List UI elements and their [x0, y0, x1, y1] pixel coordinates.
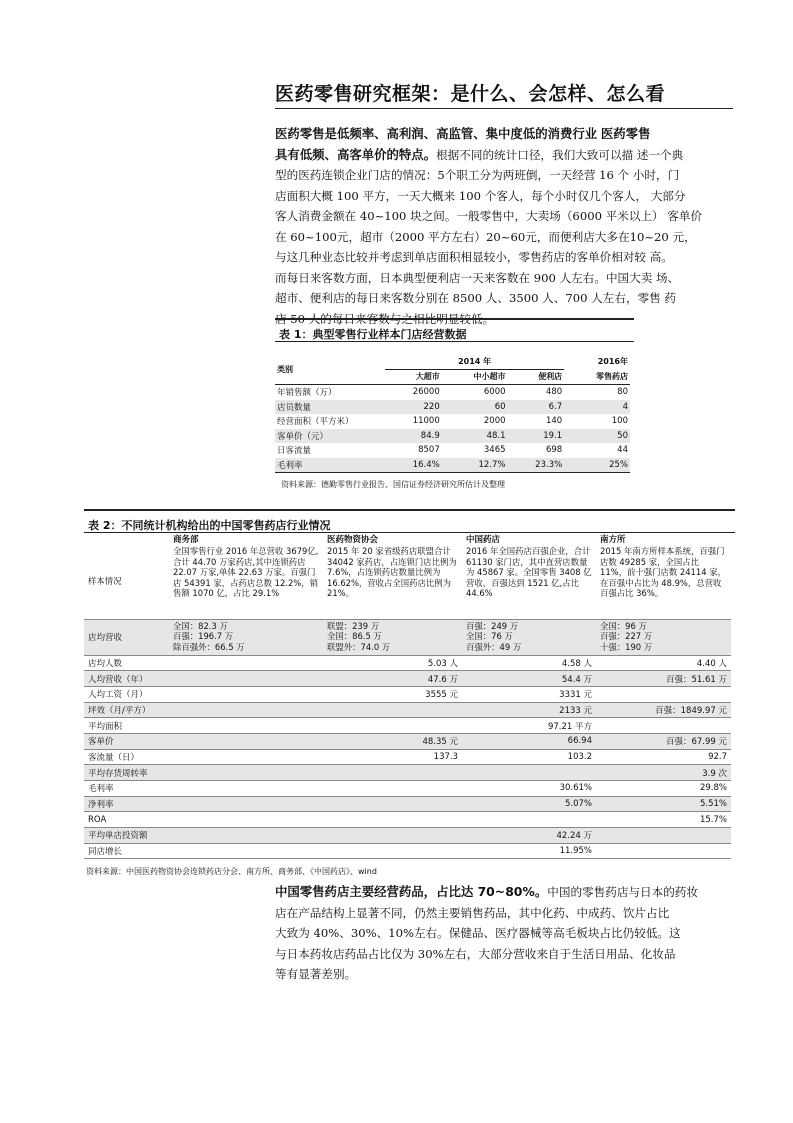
- table1-header-category: 类别: [275, 354, 385, 385]
- table1-cell: 80: [617, 387, 628, 398]
- table2-row-label: 店均人数: [84, 655, 169, 671]
- table2-cell: [169, 796, 323, 812]
- table2-row-label: 客流量（日）: [84, 749, 169, 765]
- table2-revenue-cell: [323, 619, 462, 655]
- table1-cell: 100: [611, 416, 628, 427]
- table2-cell: [323, 796, 462, 812]
- table2-row-label: 客单价: [84, 733, 169, 749]
- table1-row: [275, 429, 630, 444]
- table2-row-label: ROA: [84, 812, 169, 828]
- table1-col-header: 中小超市: [442, 369, 508, 385]
- table1-row: [275, 385, 630, 400]
- table2-row: [84, 781, 731, 797]
- table1-header-year-single: 2016年: [597, 357, 628, 366]
- table1-cell: 19.1: [543, 430, 563, 441]
- table1-cell: 8507: [418, 445, 440, 456]
- table2-col-header: 南方所: [600, 535, 626, 545]
- table1-cell: 6000: [483, 387, 506, 398]
- table2-row: [84, 812, 731, 828]
- section2-paragraph: [275, 882, 737, 985]
- table1-cell: 16.4%: [385, 458, 442, 473]
- table1-cell: 44: [617, 445, 628, 456]
- table2-cell: [596, 718, 731, 734]
- revenue-line: 百强外：49 万: [466, 641, 522, 652]
- table2-row: [84, 796, 731, 812]
- table1-cell: 140: [545, 416, 563, 427]
- revenue-line: 除百强外：66.5 万: [173, 641, 245, 652]
- table2-cell: 97.21 平方: [462, 718, 596, 734]
- table2-source: 资料来源：中国医药物资协会连锁药店分会、南方所、商务部、《中国药店》、wind: [86, 867, 377, 877]
- table2-cell: [323, 812, 462, 828]
- table2-cell: 30.61%: [462, 781, 596, 797]
- table1-cell: 11000: [412, 416, 440, 427]
- table1-col-header: 零售药店: [564, 369, 630, 385]
- table2-row-label: 平均单店投资额: [84, 828, 169, 844]
- table2-row: [84, 828, 731, 844]
- table1-row: [275, 443, 630, 458]
- table1-cell: 60: [494, 401, 506, 412]
- table2-row: [84, 749, 731, 765]
- table1-cell: 6.7: [548, 401, 563, 412]
- table1-row-label: 经营面积（平方米）: [277, 417, 354, 428]
- table2-cell: 3555 元: [323, 686, 462, 702]
- table2-row: [84, 671, 731, 687]
- table2-cell: [169, 812, 323, 828]
- table2-cell: 3331 元: [462, 686, 596, 702]
- table2-cell: [169, 828, 323, 844]
- table2-row: [84, 733, 731, 749]
- section1-line: 店面积大概 100 平方，一天大概来 100 个客人，每个小时仅几个客人， 大部分: [275, 188, 686, 203]
- section1-line: 客人消费金额在 40~100 块之间。一般零售中，大卖场（6000 平米以上） 客单价: [275, 209, 703, 223]
- section2-heading: 中国零售药店主要经营药品，占比达 70~80%。: [275, 884, 548, 899]
- table2-sample-cell: 2015 年南方所样本系统，百强门店数 49285 家，全国占比 11%，前十强门店数 24114 家，在百强中占比为 48.9%，总营收百强占比 36%。: [596, 545, 731, 619]
- table1-cell: 220: [423, 401, 440, 412]
- table2-cell: 15.7%: [596, 812, 731, 828]
- table1-source: 资料来源：德勤零售行业报告、国信证券经济研究所估计及整理: [281, 480, 505, 489]
- revenue-line: 全国：96 万: [600, 620, 647, 631]
- table2-revenue-cell: [169, 619, 323, 655]
- table1-cell: 698: [545, 445, 563, 456]
- table2-row: [84, 765, 731, 781]
- table2-cell: [596, 843, 731, 859]
- table2-cell: 5.07%: [462, 796, 596, 812]
- revenue-line: 百强：227 万: [600, 631, 653, 642]
- section1-line: 型的医药连锁企业门店的情况：5个职工分为两班倒，一天经营 16 个 小时，门: [275, 168, 680, 182]
- table2-cell: [462, 812, 596, 828]
- table2-cell: 47.6 万: [323, 671, 462, 687]
- table2-row-label: 平均面积: [84, 718, 169, 734]
- table2-cell: [169, 671, 323, 687]
- table1-cell: 48.1: [486, 430, 506, 441]
- table2-cell: [169, 686, 323, 702]
- table1-row-label: 店员数量: [277, 402, 312, 413]
- table2-col-header: 医药物资协会: [327, 535, 379, 545]
- table1-caption: 表 1：典型零售行业样本门店经营数据: [279, 328, 467, 341]
- section2-line: 与日本药妆店药品占比仅为 30%左右，大部分营收来自于生活日用品、化妆品: [275, 946, 676, 961]
- section1-heading-cont: 医药零售: [600, 126, 651, 141]
- table2-cell: [169, 765, 323, 781]
- section1-line: 店 50 人的每日来客数与之相比明显较低。: [275, 311, 495, 326]
- table2-cell: 137.3: [323, 749, 462, 765]
- table2-cell: 29.8%: [596, 781, 731, 797]
- table2-row: [84, 655, 731, 671]
- page-title: 医药零售研究框架：是什么、会怎样、怎么看: [275, 83, 666, 105]
- revenue-line: 百强：249 万: [466, 620, 519, 631]
- table1-cell: 12.7%: [442, 458, 508, 473]
- table2-cell: 11.95%: [462, 843, 596, 859]
- table1-cell: 23.3%: [508, 458, 565, 473]
- table2-cell: [169, 718, 323, 734]
- section2-line: 大致为 40%、30%、10%左右。保健品、医疗器械等高毛板块占比仍较低。这: [275, 926, 681, 940]
- table1-row-label: 年销售额（万）: [277, 388, 337, 399]
- table2-cell: 3.9 次: [596, 765, 731, 781]
- table1-col-header: 大超市: [385, 369, 442, 385]
- table2-row-label: 坪效（月/平方）: [84, 702, 169, 718]
- table2-caption: 表 2：不同统计机构给出的中国零售药店行业情况: [88, 519, 331, 532]
- table2-col-header: 商务部: [173, 535, 199, 545]
- table1-cell: 25%: [564, 458, 630, 473]
- section1-line: 与这几种业态比较并考虑到单店面积相显较小，零售药店的客单价相对较 高。: [275, 250, 673, 264]
- table2-revenue-cell: [596, 619, 731, 655]
- table2-cell: [596, 686, 731, 702]
- table2-cell: [323, 718, 462, 734]
- table2-cell: [323, 828, 462, 844]
- table1-cell: 50: [617, 430, 628, 441]
- table2-cell: 48.35 元: [323, 733, 462, 749]
- section1-line: 超市、便利店的每日来客数分别在 8500 人、3500 人、700 人左右，零售 药: [275, 291, 677, 305]
- table2-cell: 66.94: [462, 733, 596, 749]
- revenue-line: 全国：86.5 万: [327, 631, 382, 642]
- revenue-line: 百强：196.7 万: [173, 631, 234, 642]
- section1-line: 在 60~100元，超市（2000 平方左右）20~60元，而便利店大多在10~20 元，: [275, 229, 696, 244]
- table2-row-label: 净利率: [84, 796, 169, 812]
- table2-row-label: 人均营收（年）: [84, 671, 169, 687]
- revenue-line: 全国：76 万: [466, 631, 513, 642]
- table2-cell: [596, 828, 731, 844]
- table2-row-label: 同店增长: [84, 843, 169, 859]
- table1-cell: 4: [622, 401, 628, 412]
- table2-cell: 百强：1849.97 元: [596, 702, 731, 718]
- table2-cell: [323, 781, 462, 797]
- table2-row-label: 平均存货周转率: [84, 765, 169, 781]
- table2-row-sample: [84, 545, 731, 619]
- section2-line: 等有显著差别。: [275, 967, 357, 981]
- table2-cell: 百强：67.99 元: [596, 733, 731, 749]
- table2-cell: [323, 843, 462, 859]
- table1-row-label: 客单价（元）: [277, 431, 329, 442]
- table2-cell: 4.40 人: [596, 655, 731, 671]
- table2: [84, 533, 731, 859]
- table2-cell: 92.7: [596, 749, 731, 765]
- revenue-line: 联盟：239 万: [327, 620, 380, 631]
- table2-row: [84, 718, 731, 734]
- table2-cell: 2133 元: [462, 702, 596, 718]
- section1-line: 而每日来客数方面，日本典型便利店一天来客数在 900 人左右。中国大卖 场、: [275, 270, 680, 285]
- table1-cell: 2000: [483, 416, 506, 427]
- table1-row: [275, 414, 630, 429]
- table2-cell: [462, 765, 596, 781]
- table2-cell: 54.4 万: [462, 671, 596, 687]
- table2-sample-cell: 全国零售行业 2016 年总营收 3679亿,合计 44.70 万家药店,其中连锁药店 22.07 万家,单体 22.63 万家。百强门店 54391 家，占药店总数 12.2%，销售额 1070 亿，占比 29.1%: [169, 545, 323, 619]
- table1-cell: 84.9: [420, 430, 440, 441]
- table2-cell: [169, 733, 323, 749]
- table1-block: [275, 318, 634, 490]
- table2-cell: [169, 781, 323, 797]
- table2-cell: 4.58 人: [462, 655, 596, 671]
- table1-row: [275, 458, 630, 473]
- table2-revenue-cell: [462, 619, 596, 655]
- table2-sample-cell: 2015 年 20 家省级药店联盟合计 34042 家药店，占连锁门店比例为 7.6%，占连锁药店数量比例为 16.62%，营收占全国药店比例为 21%。: [323, 545, 462, 619]
- revenue-line: 联盟外：74.0 万: [327, 641, 391, 652]
- table2-row: [84, 843, 731, 859]
- section2-line: 中国的零售药店与日本的药妆: [547, 885, 698, 899]
- title-divider: [275, 108, 733, 109]
- revenue-line: 全国：82.3 万: [173, 620, 228, 631]
- table2-sample-cell: 2016 年全国药店百强企业，合计 61130 家门店，其中直营店数量为 45867 家。全国零售 3408 亿营收，百强达到 1521 亿,占比 44.6%: [462, 545, 596, 619]
- table1-row-label: 毛利率: [275, 458, 385, 473]
- table1-cell: 480: [545, 387, 563, 398]
- table2-cell: 百强：51.61 万: [596, 671, 731, 687]
- table1-row: [275, 400, 630, 415]
- table2-cell: 5.51%: [596, 796, 731, 812]
- table2-cell: [169, 655, 323, 671]
- table2-cell: [169, 702, 323, 718]
- table2-col-header: 中国药店: [466, 535, 501, 545]
- table2-row-label: 人均工资（月）: [84, 686, 169, 702]
- table1-header-year-group: 2014 年: [385, 354, 564, 369]
- table2-cell: 5.03 人: [323, 655, 462, 671]
- table2-cell: [169, 749, 323, 765]
- table2-cell: [323, 702, 462, 718]
- table2-row: [84, 686, 731, 702]
- section1-heading-end: 具有低频、高客单价的特点。: [275, 146, 437, 162]
- table2-cell: [323, 765, 462, 781]
- table2-row-label: 店均营收: [84, 619, 169, 655]
- revenue-line: 十强：190 万: [600, 641, 653, 652]
- table2-row-label: 样本情况: [84, 545, 169, 619]
- table1-cell: 26000: [412, 387, 440, 398]
- table1-row-label: 日客流量: [277, 446, 312, 457]
- table1: [275, 354, 630, 473]
- table2-cell: 42.24 万: [462, 828, 596, 844]
- table2-row: [84, 702, 731, 718]
- table2-cell: 103.2: [462, 749, 596, 765]
- table2-cell: [169, 843, 323, 859]
- table2-row-revenue: [84, 619, 731, 655]
- section2-line: 店在产品结构上显著不同，仍然主要销售药品，其中化药、中成药、饮片占比: [275, 905, 670, 920]
- section1-heading: 医药零售是低频率、高利润、高监管、集中度低的消费行业: [275, 126, 598, 141]
- section1-line: 根据不同的统计口径，我们大致可以描 述一个典: [436, 147, 684, 162]
- section1-paragraph: [275, 124, 737, 329]
- table1-col-header: 便利店: [508, 369, 565, 385]
- table1-cell: 3465: [483, 445, 506, 456]
- table2-block: [84, 509, 735, 877]
- table2-row-label: 毛利率: [84, 781, 169, 797]
